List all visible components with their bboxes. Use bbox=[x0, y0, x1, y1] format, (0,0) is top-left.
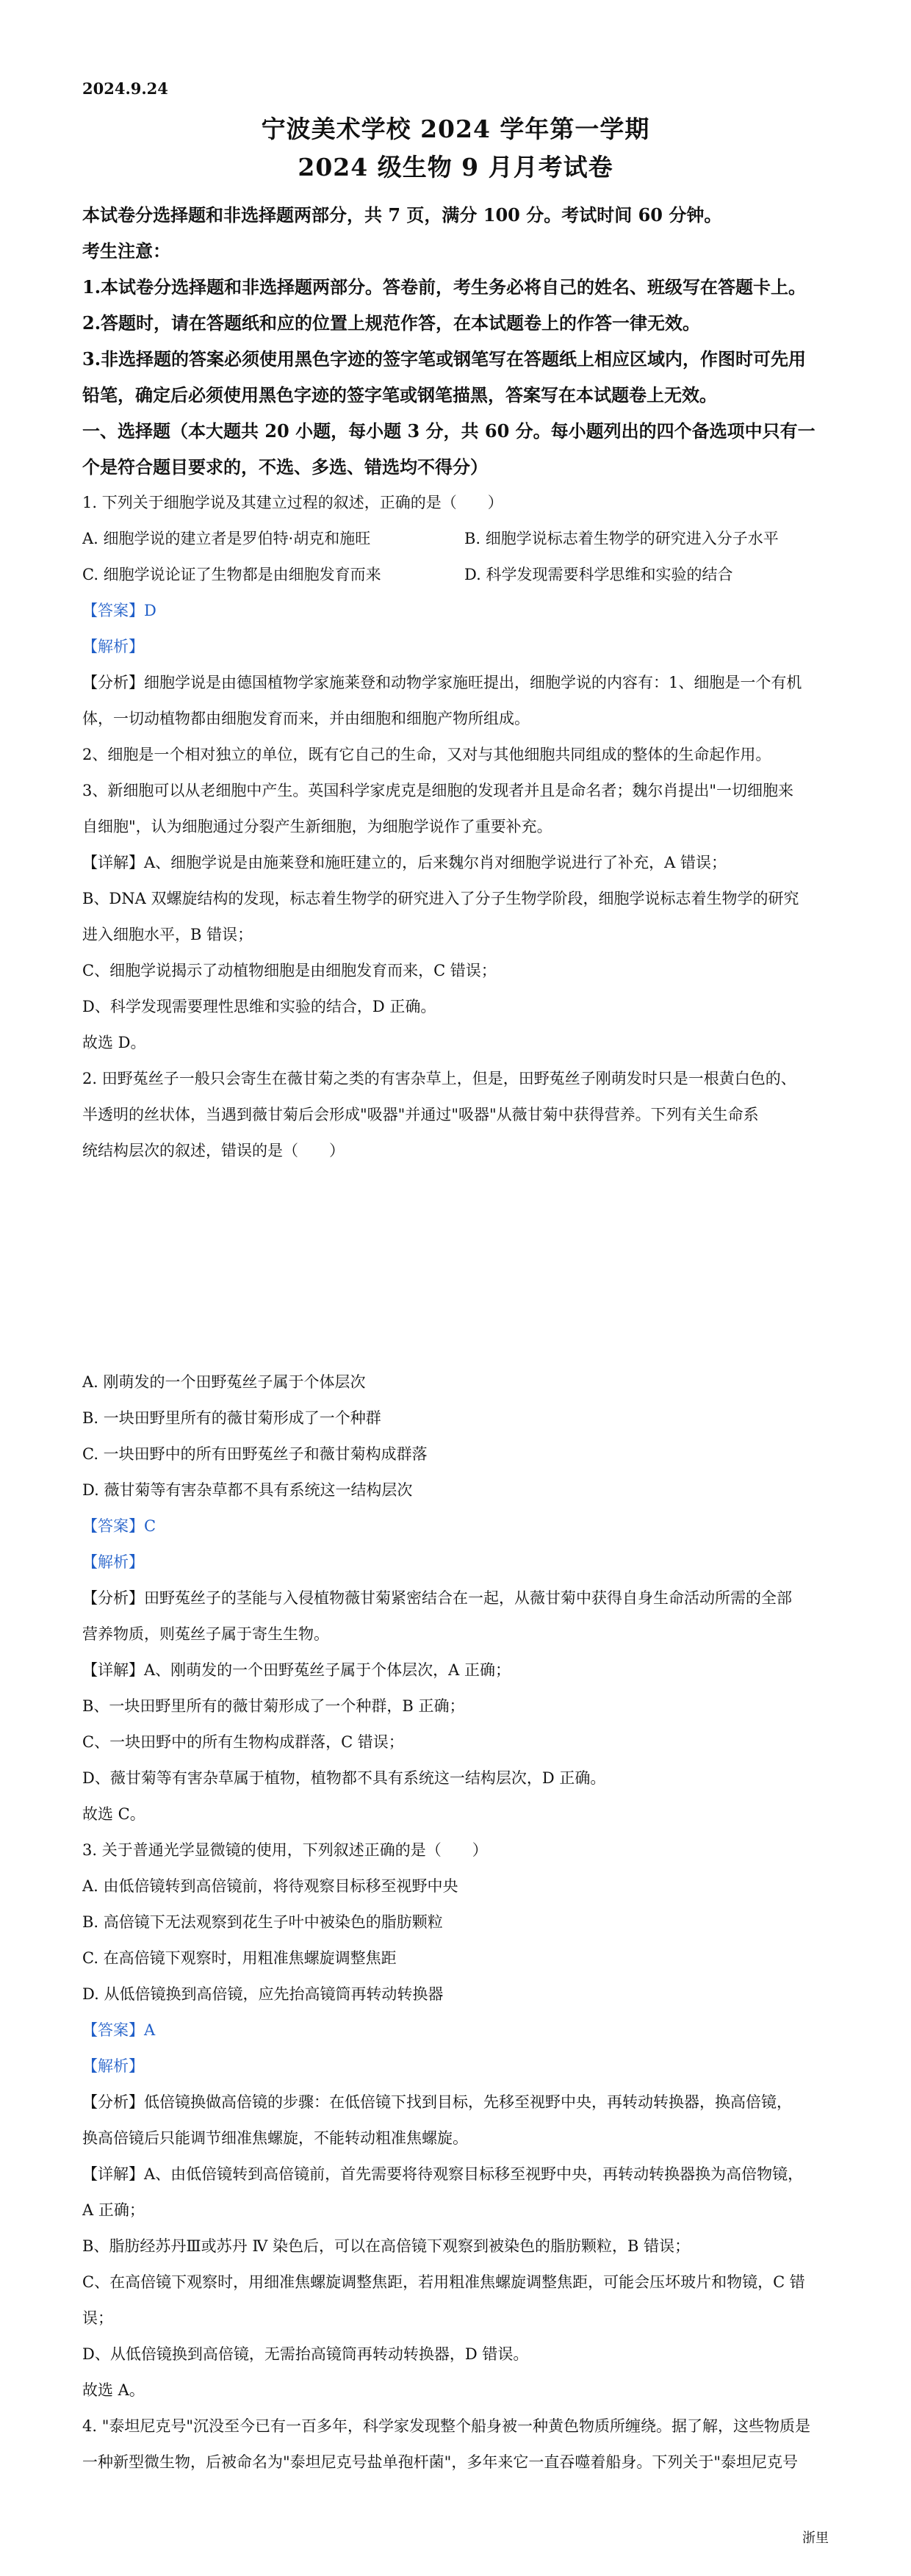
q1-detail-line: 进入细胞水平，B 错误； bbox=[82, 926, 253, 943]
q2-detail: 【详解】A、刚萌发的一个田野菟丝子属于个体层次，A 正确； bbox=[82, 1661, 511, 1679]
q2-stem-line: 半透明的丝状体，当遇到薇甘菊后会形成"吸器"并通过"吸器"从薇甘菊中获得营养。下列有关生命系 bbox=[82, 1106, 759, 1123]
school-title: 宁波美术学校 2024 学年第一学期 bbox=[261, 115, 650, 143]
q1-analysis-line: 2、细胞是一个相对独立的单位，既有它自己的生命，又对与其他细胞共同组成的整体的生命起作用。 bbox=[82, 746, 771, 763]
q3-option-a: A. 由低倍镜转到高倍镜前，将待观察目标移至视野中央 bbox=[82, 1877, 458, 1895]
q2-conclusion: 故选 C。 bbox=[82, 1805, 145, 1823]
note-3-cont: 铅笔，确定后必须使用黑色字迹的签字笔或钢笔描黑，答案写在本试题卷上无效。 bbox=[82, 384, 717, 406]
q2-answer: 【答案】C bbox=[82, 1517, 156, 1535]
q1-option-b: B. 细胞学说标志着生物学的研究进入分子水平 bbox=[464, 530, 779, 547]
q3-option-b: B. 高倍镜下无法观察到花生子叶中被染色的脂肪颗粒 bbox=[82, 1913, 443, 1931]
q3-option-d: D. 从低倍镜换到高倍镜，应先抬高镜筒再转动转换器 bbox=[82, 1985, 444, 2003]
page-footer-region: 浙里 bbox=[802, 2530, 829, 2546]
q3-detail-line: B、脂肪经苏丹Ⅲ或苏丹 Ⅳ 染色后，可以在高倍镜下观察到被染色的脂肪颗粒，B 错误； bbox=[82, 2237, 691, 2255]
q1-answer: 【答案】D bbox=[82, 602, 156, 619]
q1-explanation-label: 【解析】 bbox=[82, 638, 144, 655]
section-title: 一、选择题（本大题共 20 小题，每小题 3 分，共 60 分。每小题列出的四个备选项中只有一 bbox=[82, 420, 815, 442]
exam-content bbox=[82, 197, 832, 2480]
q3-conclusion: 故选 A。 bbox=[82, 2381, 145, 2399]
exam-title: 2024 级生物 9 月月考试卷 bbox=[298, 153, 613, 181]
q2-explanation-label: 【解析】 bbox=[82, 1553, 144, 1571]
q1-options-row-2 bbox=[82, 557, 832, 593]
q1-stem: 1. 下列关于细胞学说及其建立过程的叙述，正确的是（ ） bbox=[82, 494, 503, 511]
q1-options-row-1 bbox=[82, 521, 832, 557]
q3-analysis-line: 换高倍镜后只能调节细准焦螺旋，不能转动粗准焦螺旋。 bbox=[82, 2129, 468, 2147]
q1-analysis-line: 体，一切动植物都由细胞发育而来，并由细胞和细胞产物所组成。 bbox=[82, 710, 530, 727]
q2-option-b: B. 一块田野里所有的薇甘菊形成了一个种群 bbox=[82, 1409, 381, 1427]
q2-analysis-line: 营养物质，则菟丝子属于寄生生物。 bbox=[82, 1625, 329, 1643]
q2-figure-space bbox=[82, 1169, 832, 1364]
q2-detail-line: D、薇甘菊等有害杂草属于植物，植物都不具有系统这一结构层次，D 正确。 bbox=[82, 1769, 606, 1787]
q1-option-c: C. 细胞学说论证了生物都是由细胞发育而来 bbox=[82, 566, 381, 583]
q3-detail-line: A 正确； bbox=[82, 2201, 145, 2219]
q1-conclusion: 故选 D。 bbox=[82, 1034, 146, 1051]
q2-option-d: D. 薇甘菊等有害杂草都不具有系统这一结构层次 bbox=[82, 1481, 413, 1499]
q1-analysis-line: 自细胞"，认为细胞通过分裂产生新细胞，为细胞学说作了重要补充。 bbox=[82, 818, 552, 835]
q3-analysis: 【分析】低倍镜换做高倍镜的步骤：在低倍镜下找到目标，先移至视野中央，再转动转换器，换高倍镜， bbox=[82, 2093, 792, 2111]
q2-option-c: C. 一块田野中的所有田野菟丝子和薇甘菊构成群落 bbox=[82, 1445, 428, 1463]
q1-analysis: 【分析】细胞学说是由德国植物学家施莱登和动物学家施旺提出，细胞学说的内容有：1、细胞是一个有机 bbox=[82, 674, 802, 691]
q1-detail-line: C、细胞学说揭示了动植物细胞是由细胞发育而来，C 错误； bbox=[82, 962, 497, 979]
exam-date: 2024.9.24 bbox=[82, 79, 168, 98]
q3-detail: 【详解】A、由低倍镜转到高倍镜前，首先需要将待观察目标移至视野中央，再转动转换器换为高倍物镜， bbox=[82, 2165, 804, 2183]
notes-heading: 考生注意： bbox=[82, 240, 170, 262]
q2-detail-line: C、一块田野中的所有生物构成群落，C 错误； bbox=[82, 1733, 404, 1751]
q2-stem: 2. 田野菟丝子一般只会寄生在薇甘菊之类的有害杂草上，但是，田野菟丝子刚萌发时只是一根黄白色的、 bbox=[82, 1070, 796, 1087]
q2-stem-line: 统结构层次的叙述，错误的是（ ） bbox=[82, 1142, 345, 1159]
note-1: 1.本试卷分选择题和非选择题两部分。答卷前，考生务必将自己的姓名、班级写在答题卡上。 bbox=[82, 276, 807, 298]
q2-detail-line: B、一块田野里所有的薇甘菊形成了一个种群，B 正确； bbox=[82, 1697, 465, 1715]
q2-analysis: 【分析】田野菟丝子的茎能与入侵植物薇甘菊紧密结合在一起，从薇甘菊中获得自身生命活动所需的全部 bbox=[82, 1589, 792, 1607]
q1-option-a: A. 细胞学说的建立者是罗伯特·胡克和施旺 bbox=[82, 530, 371, 547]
q1-detail: 【详解】A、细胞学说是由施莱登和施旺建立的，后来魏尔肖对细胞学说进行了补充，A 错误； bbox=[82, 854, 727, 871]
q3-detail-line: 误； bbox=[82, 2309, 113, 2327]
section-title-cont: 个是符合题目要求的，不选、多选、错选均不得分） bbox=[82, 456, 488, 478]
q1-detail-line: B、DNA 双螺旋结构的发现，标志着生物学的研究进入了分子生物学阶段，细胞学说标志着生物学的研究 bbox=[82, 890, 799, 907]
q4-stem: 4. "泰坦尼克号"沉没至今已有一百多年，科学家发现整个船身被一种黄色物质所缠绕。据了解，这些物质是 bbox=[82, 2417, 811, 2435]
q2-option-a: A. 刚萌发的一个田野菟丝子属于个体层次 bbox=[82, 1373, 366, 1391]
q1-detail-line: D、科学发现需要理性思维和实验的结合，D 正确。 bbox=[82, 998, 436, 1015]
q3-option-c: C. 在高倍镜下观察时，用粗准焦螺旋调整焦距 bbox=[82, 1949, 397, 1967]
q1-analysis-line: 3、新细胞可以从老细胞中产生。英国科学家虎克是细胞的发现者并且是命名者；魏尔肖提出"一切细胞来 bbox=[82, 782, 794, 799]
q3-detail-line: C、在高倍镜下观察时，用细准焦螺旋调整焦距，若用粗准焦螺旋调整焦距，可能会压坏玻片和物镜，C 错 bbox=[82, 2273, 805, 2291]
q3-answer: 【答案】A bbox=[82, 2021, 156, 2039]
q1-option-d: D. 科学发现需要科学思维和实验的结合 bbox=[464, 566, 733, 583]
q3-detail-line: D、从低倍镜换到高倍镜，无需抬高镜筒再转动转换器，D 错误。 bbox=[82, 2345, 529, 2363]
q4-stem-line: 一种新型微生物，后被命名为"泰坦尼克号盐单孢杆菌"，多年来它一直吞噬着船身。下列关于"泰坦尼克号 bbox=[82, 2453, 798, 2471]
note-3: 3.非选择题的答案必须使用黑色字迹的签字笔或钢笔写在答题纸上相应区域内，作图时可先用 bbox=[82, 348, 807, 370]
q3-stem: 3. 关于普通光学显微镜的使用，下列叙述正确的是（ ） bbox=[82, 1841, 488, 1859]
exam-intro: 本试卷分选择题和非选择题两部分，共 7 页，满分 100 分。考试时间 60 分钟。 bbox=[82, 204, 722, 226]
note-2: 2.答题时，请在答题纸和应的位置上规范作答，在本试题卷上的作答一律无效。 bbox=[82, 312, 701, 334]
q3-explanation-label: 【解析】 bbox=[82, 2057, 144, 2075]
